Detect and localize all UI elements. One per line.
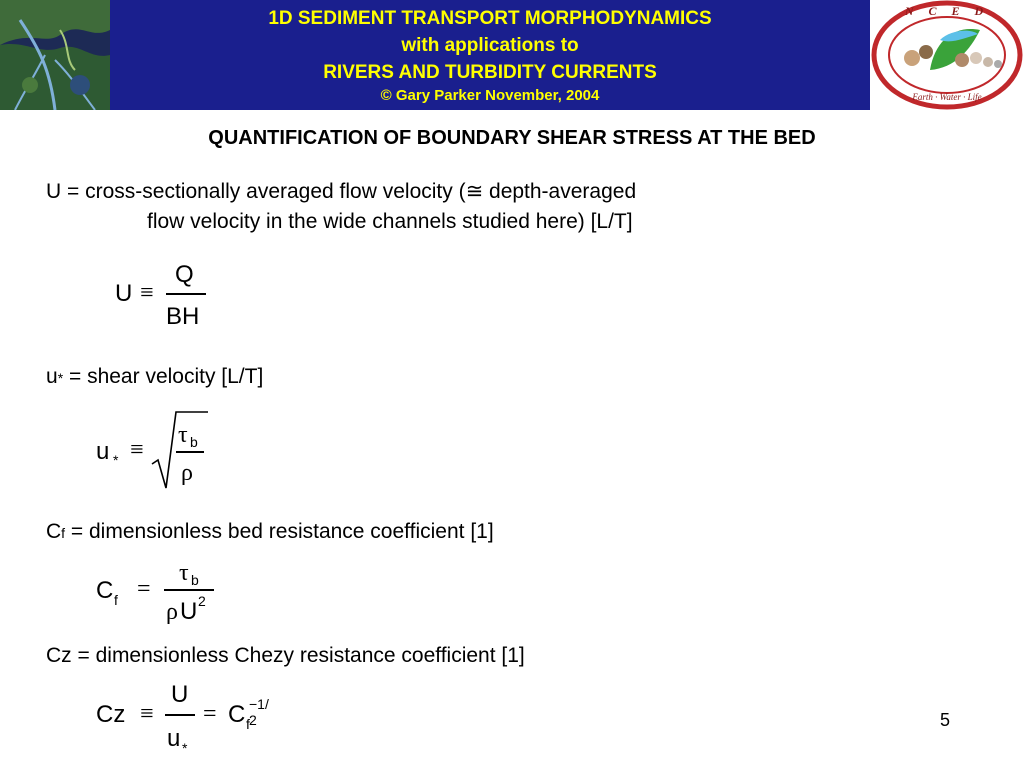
- eq3-exponent: 2: [198, 593, 206, 609]
- definition-shear-velocity: [46, 366, 263, 387]
- delta-satellite-image: [0, 0, 110, 110]
- definition-u-line2: flow velocity in the wide channels studied here) [L/T]: [147, 210, 633, 233]
- definition-u-line1: U = cross-sectionally averaged flow velocity (≅ depth-averaged: [46, 180, 637, 203]
- eq3-tau-subscript: b: [191, 572, 199, 588]
- eq4-rhs-c: C: [228, 701, 246, 728]
- eq3-lhs: C: [96, 577, 114, 604]
- eq1-operator: ≡: [140, 280, 154, 306]
- def-cf-subscript: f: [61, 525, 66, 541]
- eq3-fraction-bar: [164, 589, 214, 591]
- slide-title: QUANTIFICATION OF BOUNDARY SHEAR STRESS AT THE BED: [208, 127, 816, 149]
- nced-logo: [870, 0, 1024, 110]
- definition-cf: [46, 521, 494, 542]
- eq3-tau: τ: [179, 560, 189, 586]
- course-topic: RIVERS AND TURBIDITY CURRENTS: [323, 62, 657, 83]
- eq4-denominator-subscript: *: [182, 740, 188, 756]
- eq4-rhs-exponent: −1/ 2: [249, 696, 269, 728]
- eq1-fraction-bar: [166, 293, 206, 295]
- def-ustar-symbol: u: [46, 365, 58, 388]
- eq3-u: U: [180, 598, 198, 625]
- slide-header: [0, 0, 1024, 110]
- logo-acronym: N C E D: [904, 4, 990, 18]
- title-banner: [110, 0, 870, 110]
- eq1-denominator: BH: [166, 303, 200, 330]
- def-ustar-star: *: [57, 370, 64, 386]
- eq2-tau: τ: [178, 422, 188, 448]
- eq4-denominator: u: [167, 725, 181, 752]
- page-number: 5: [940, 710, 951, 730]
- eq2-lhs-subscript: *: [113, 452, 119, 468]
- eq2-lhs: u: [96, 438, 110, 465]
- eq3-lhs-subscript: f: [114, 592, 118, 608]
- eq4-fraction-bar: [165, 714, 195, 716]
- logo-motto: Earth · Water · Life: [912, 92, 982, 102]
- eq3-rho: ρ: [166, 599, 178, 625]
- eq1-lhs: U: [115, 280, 133, 307]
- definition-cz: Cz = dimensionless Chezy resistance coefficient [1]: [46, 644, 525, 667]
- eq1-numerator: Q: [175, 261, 194, 288]
- def-cf-symbol: C: [46, 520, 62, 543]
- eq2-operator: ≡: [130, 437, 144, 463]
- course-subtitle: with applications to: [401, 35, 579, 56]
- eq3-operator: =: [137, 576, 151, 602]
- eq2-sqrt-sign: [150, 408, 210, 490]
- def-cf-text: = dimensionless bed resistance coefficient [1]: [65, 520, 494, 543]
- copyright-notice: © Gary Parker November, 2004: [380, 87, 600, 104]
- eq2-fraction-bar: [176, 451, 204, 453]
- eq2-tau-subscript: b: [190, 434, 198, 450]
- eq4-numerator: U: [171, 681, 189, 708]
- eq2-rho: ρ: [181, 460, 193, 486]
- def-ustar-text: = shear velocity [L/T]: [63, 365, 264, 388]
- eq4-operator: ≡: [140, 701, 154, 727]
- eq4-lhs: Cz: [96, 701, 126, 728]
- eq4-equals: =: [203, 701, 217, 727]
- course-title: 1D SEDIMENT TRANSPORT MORPHODYNAMICS: [268, 8, 712, 29]
- eq4-rhs-subscript: f: [246, 716, 250, 732]
